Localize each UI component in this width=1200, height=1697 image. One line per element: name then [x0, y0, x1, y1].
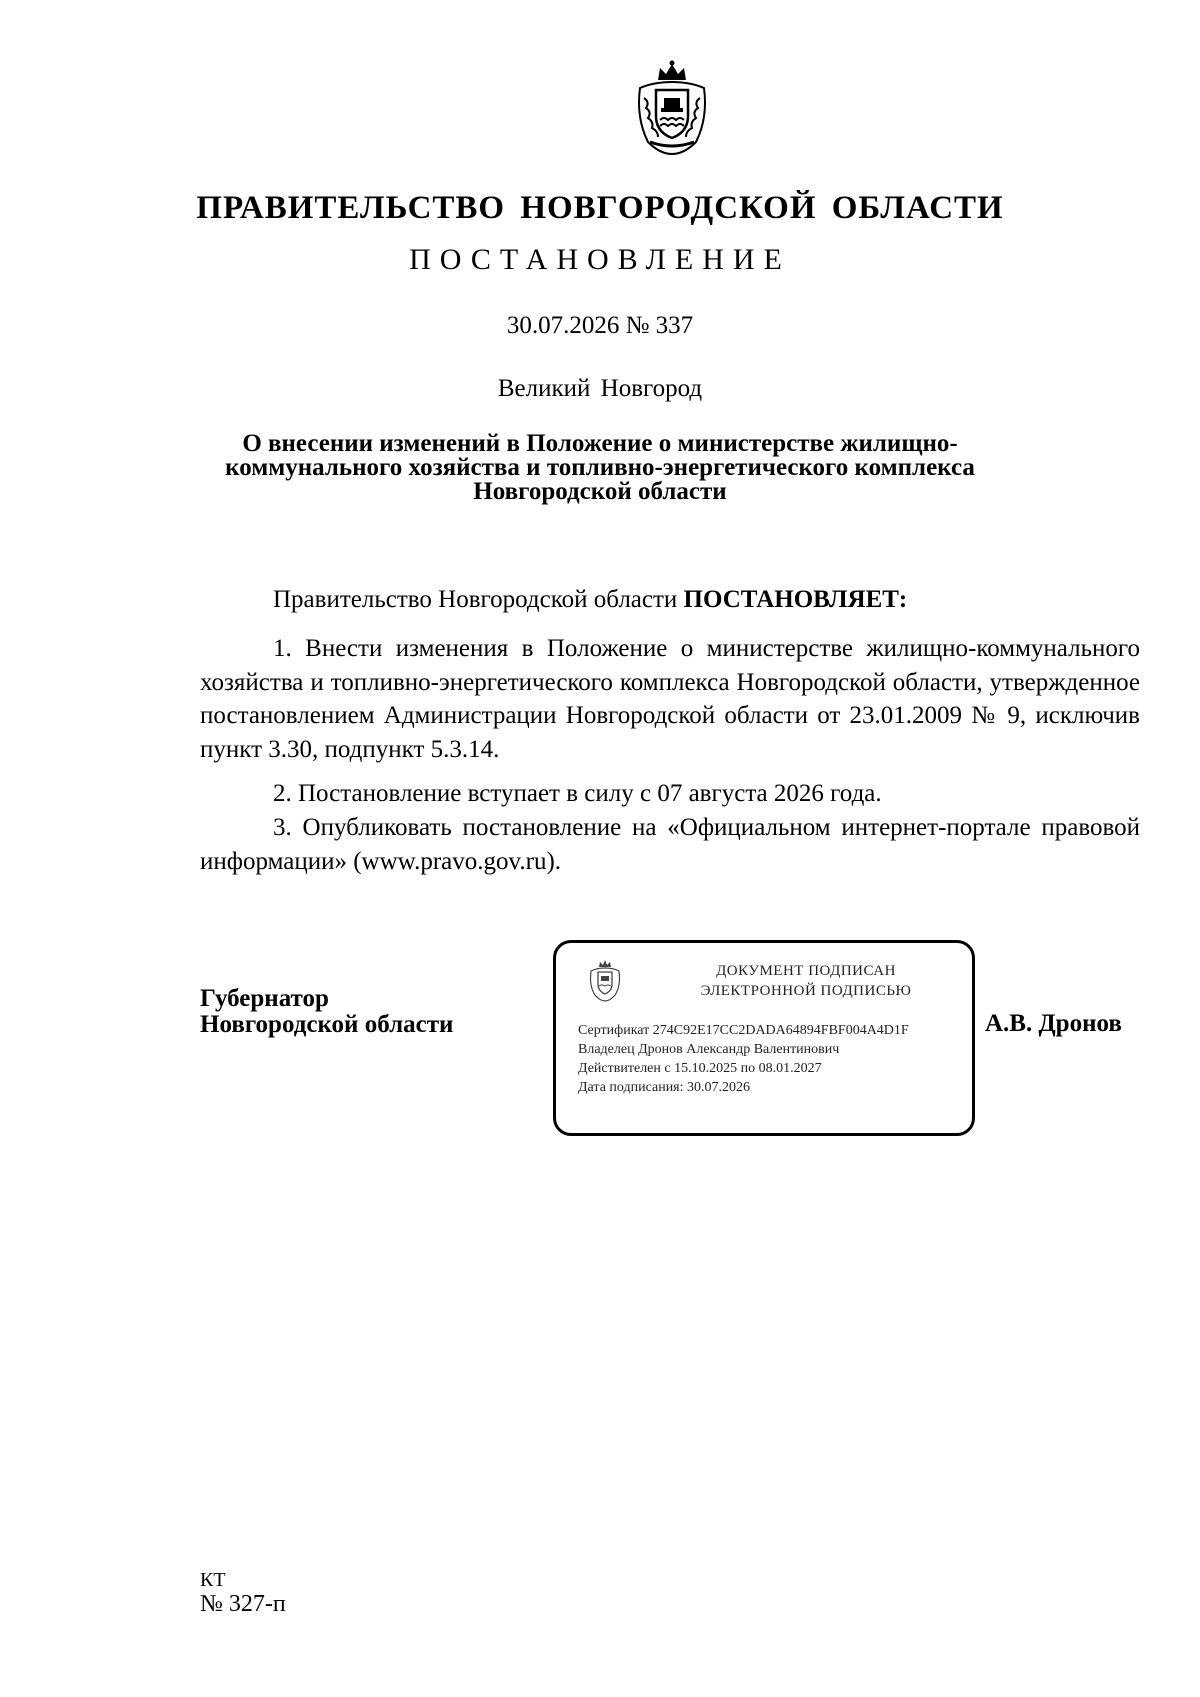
subject-line: коммунального хозяйства и топливно-энергетического комплекса [225, 454, 975, 481]
preamble [200, 583, 1140, 617]
stamp-certificate: Сертификат 274C92E17CC2DADA64894FBF004A4D1F [578, 1023, 909, 1038]
position-line: Новгородской области [200, 1011, 454, 1038]
stamp-owner: Владелец Дронов Александр Валентинович [578, 1042, 840, 1057]
position-line: Губернатор [200, 985, 329, 1012]
preamble-text: Правительство Новгородской области [273, 586, 684, 613]
stamp-title-line: ДОКУМЕНТ ПОДПИСАН [716, 963, 896, 979]
stamp-sign-date: Дата подписания: 30.07.2026 [578, 1080, 751, 1095]
decree-item-2: 2. Постановление вступает в силу с 07 августа 2026 года. [273, 780, 882, 807]
document-footer [200, 1568, 286, 1616]
footer-number: № 327-п [200, 1591, 286, 1617]
footer-code: КТ [200, 1569, 226, 1591]
preamble-decree-word: ПОСТАНОВЛЯЕТ: [683, 586, 908, 613]
document-place: Великий Новгород [497, 375, 703, 402]
subject-line: О внесении изменений в Положение о министерстве жилищно- [242, 430, 958, 457]
subject-line: Новгородской области [473, 478, 727, 505]
coat-of-arms-icon [630, 58, 714, 156]
document-date-number: 30.07.2026 № 337 [506, 312, 694, 339]
decree-item-1: 1. Внести изменения в Положение о министерстве жилищно-коммунального хозяйства и топливно-энергетического комплекса Новгородской области, утвержденное постановлением Администрации Новгородской области от 23.01.2009 № 9, исключив пункт 3.30, подпункт 5.3.14. [200, 635, 1140, 763]
document-subject [0, 432, 1200, 504]
stamp-details [578, 1021, 968, 1097]
document-type: ПОСТАНОВЛЕНИЕ [409, 243, 791, 276]
stamp-title-line: ЭЛЕКТРОННОЙ ПОДПИСЬЮ [700, 983, 912, 999]
organization-title: ПРАВИТЕЛЬСТВО НОВГОРОДСКОЙ ОБЛАСТИ [196, 190, 1004, 226]
stamp-coat-of-arms-icon [586, 958, 624, 1002]
decree-item-3: 3. Опубликовать постановление на «Официальном интернет-портале правовой информации» (www.pravo.gov.ru). [200, 814, 1140, 875]
stamp-title [656, 961, 956, 1001]
electronic-signature-stamp [553, 940, 975, 1136]
stamp-validity: Действителен с 15.10.2025 по 08.01.2027 [578, 1061, 822, 1076]
signatory-name: А.В. Дронов [985, 1010, 1122, 1037]
signatory-position [200, 986, 453, 1038]
